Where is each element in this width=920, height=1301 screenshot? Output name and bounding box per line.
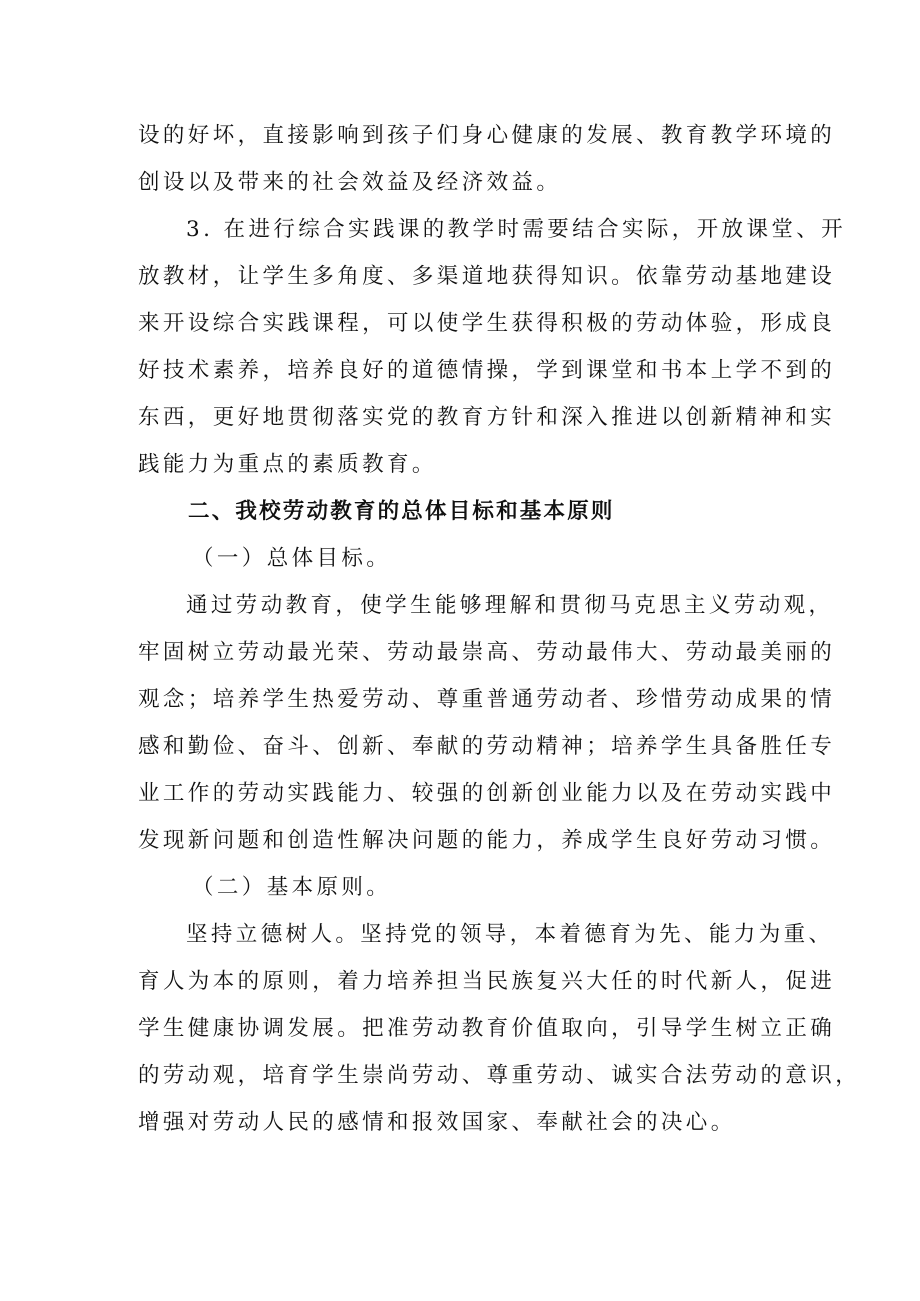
paragraph-line: 感和勤俭、奋斗、创新、奉献的劳动精神；培养学生具备胜任专 — [138, 734, 836, 759]
paragraph-line: 设的好坏，直接影响到孩子们身心健康的发展、教育教学环境的 — [138, 123, 836, 148]
paragraph-line: 3. 在进行综合实践课的教学时需要结合实际，开放课堂、开 — [186, 217, 847, 242]
paragraph-line: 业工作的劳动实践能力、较强的创新创业能力以及在劳动实践中 — [138, 781, 836, 806]
paragraph-line: 放教材，让学生多角度、多渠道地获得知识。依靠劳动基地建设 — [138, 264, 836, 289]
paragraph-line: 育人为本的原则，着力培养担当民族复兴大任的时代新人，促进 — [138, 969, 836, 994]
paragraph-line: 坚持立德树人。坚持党的领导，本着德育为先、能力为重、 — [186, 922, 834, 947]
paragraph-line: 创设以及带来的社会效益及经济效益。 — [138, 170, 562, 195]
paragraph-line: 东西，更好地贯彻落实党的教育方针和深入推进以创新精神和实 — [138, 405, 836, 430]
paragraph-line: 的劳动观，培育学生崇尚劳动、尊重劳动、诚实合法劳动的意识， — [138, 1063, 861, 1088]
paragraph-line: 践能力为重点的素质教育。 — [138, 452, 437, 477]
paragraph-line: 发现新问题和创造性解决问题的能力，养成学生良好劳动习惯。 — [138, 828, 836, 853]
paragraph-line: 观念；培养学生热爱劳动、尊重普通劳动者、珍惜劳动成果的情 — [138, 687, 836, 712]
paragraph-line: 增强对劳动人民的感情和报效国家、奉献社会的决心。 — [138, 1110, 736, 1135]
paragraph-line: 好技术素养，培养良好的道德情操，学到课堂和书本上学不到的 — [138, 358, 836, 383]
paragraph-line: 牢固树立劳动最光荣、劳动最崇高、劳动最伟大、劳动最美丽的 — [138, 640, 836, 665]
subsection-heading: （二）基本原则。 — [192, 875, 392, 900]
section-heading: 二、我校劳动教育的总体目标和基本原则 — [188, 499, 615, 524]
document-page — [138, 112, 861, 1146]
subsection-heading: （一）总体目标。 — [192, 546, 392, 571]
paragraph-line: 来开设综合实践课程，可以使学生获得积极的劳动体验，形成良 — [138, 311, 836, 336]
paragraph-line: 学生健康协调发展。把准劳动教育价值取向，引导学生树立正确 — [138, 1016, 836, 1041]
paragraph-line: 通过劳动教育，使学生能够理解和贯彻马克思主义劳动观， — [186, 593, 834, 618]
